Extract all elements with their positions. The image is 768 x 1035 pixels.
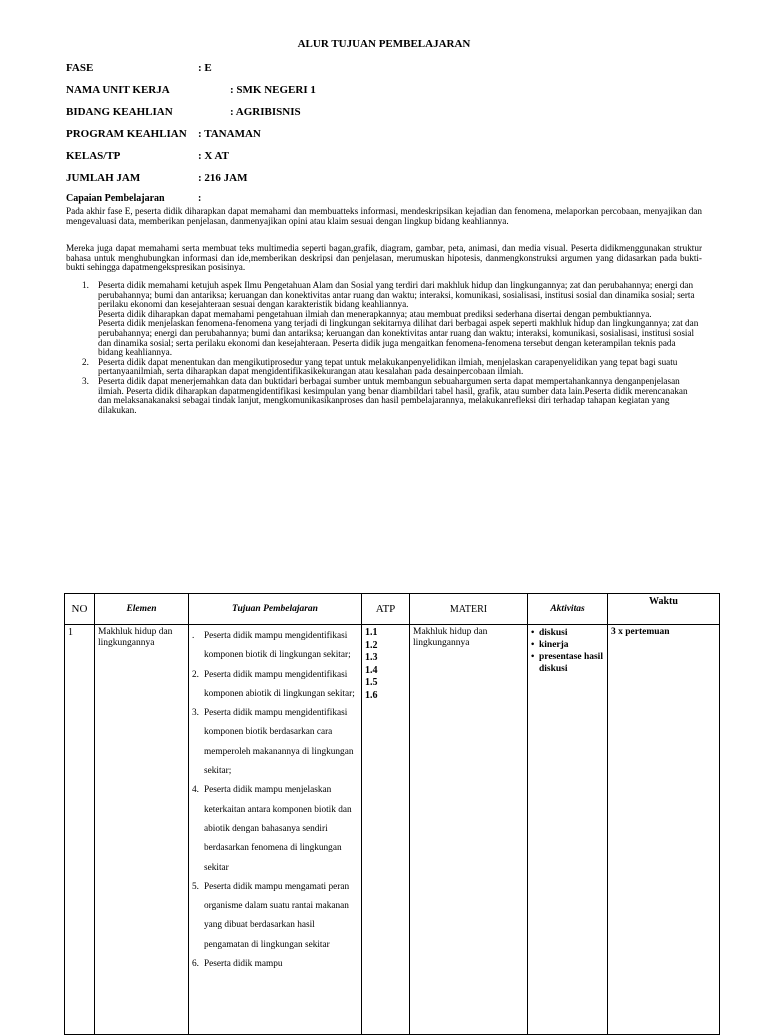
cell-atp (362, 625, 410, 1035)
aktivitas-item: • kinerja (531, 639, 604, 651)
meta-label: BIDANG KEAHLIAN (66, 106, 173, 118)
capaian-heading-colon: : (198, 193, 202, 204)
tujuan-number: 6. (192, 959, 199, 970)
meta-label: PROGRAM KEAHLIAN (66, 128, 187, 140)
header-materi: MATERI (410, 594, 528, 625)
aktivitas-list (531, 627, 604, 675)
capaian-list-item (66, 281, 702, 358)
cell-no: 1 (65, 625, 95, 1035)
list-number: 3. (82, 375, 89, 386)
tujuan-item (192, 627, 358, 666)
list-paragraph: Peserta didik memahami ketujuh aspek Ilmu Pengetahuan Alam dan Sosial yang terdiri dari makhluk hidup dan lingkungannya; zat dan perubahannya; energi dan perubahannya; bumi dan antariksa; keruangan dan konektivitas antar ruang dan waktu; interaksi, komunikasi, sosialisasi, institusi sosial dan dinamika sosial; serta perilaku ekonomi dan kesejahteraan sesuai dengan karakteristik bidang keahliannya. (98, 280, 695, 310)
cell-tujuan (189, 625, 362, 1035)
header-atp: ATP (362, 594, 410, 625)
capaian-paragraph-2: Mereka juga dapat memahami serta membuat teks multimedia seperti bagan,grafik, diagram, gambar, peta, animasi, dan media visual. Peserta didikmenggunakan struktur bahasa untuk menghubungkan informasi dan ide,memberikan deskripsi dan penjelasan, merumuskan hipotesis, danmengkonstruksi argumen yang didasarkan pada bukti-bukti sehingga dapatmengekspresikan posisinya. (66, 243, 702, 273)
meta-value: : TANAMAN (198, 128, 261, 140)
list-paragraph: Peserta didik dapat menentukan dan mengikutiprosedur yang tepat untuk melakukanpenyelidikan ilmiah, menjelaskan carapenyelidikan yang tepat bagi suatu pertanyaanilmiah, serta diharapkan dapat mengidentifikasikekurangan atau kesalahan pada desainpercobaan ilmiah. (98, 356, 678, 377)
meta-label: JUMLAH JAM (66, 172, 141, 184)
tujuan-item (192, 666, 358, 705)
list-paragraph: Peserta didik diharapkan dapat memahami pengetahuan ilmiah dan menerapkannya; atau membuat prediksi sederhana disertai dengan pembuktiannya. (98, 308, 652, 319)
aktivitas-item: • presentase hasil diskusi (531, 651, 604, 675)
tujuan-number: 2. (192, 669, 199, 680)
tujuan-text: Peserta didik mampu mengidentifikasi komponen abiotik di lingkungan sekitar; (204, 669, 355, 699)
table-row (65, 625, 720, 1035)
list-number: 2. (82, 356, 89, 367)
tujuan-number: 4. (192, 785, 199, 796)
header-no: NO (65, 594, 95, 625)
cell-materi: Makhluk hidup dan lingkungannya (410, 625, 528, 1035)
meta-value: : AGRIBISNIS (230, 106, 301, 118)
tujuan-text: Peserta didik mampu mengamati peran organisme dalam suatu rantai makanan yang dibuat berdasarkan hasil pengamatan di lingkungan sekitar (204, 881, 350, 950)
meta-label: NAMA UNIT KERJA (66, 84, 170, 96)
capaian-list-item (66, 377, 702, 415)
tujuan-item (192, 704, 358, 781)
capaian-heading (66, 193, 202, 204)
list-number: 1. (82, 280, 89, 290)
atp-item: 1.5 (365, 677, 378, 688)
aktivitas-item: • diskusi (531, 627, 604, 639)
tujuan-list (192, 627, 358, 974)
header-waktu: Waktu (608, 594, 720, 625)
tujuan-text: Peserta didik mampu menjelaskan keterkaitan antara komponen biotik dan abiotik dengan bahasanya sendiri berdasarkan fenomena di lingkungan sekitar (204, 785, 352, 873)
header-elemen: Elemen (95, 594, 189, 625)
list-paragraph: Peserta didik menjelaskan fenomena-fenomena yang terjadi di lingkungan sekitarnya dilihat dari berbagai aspek seperti makhluk hidup dan lingkungannya; zat dan perubahannya; energi dan perubahannya; bumi dan antariksa; keruangan dan konektivitas antar ruang dan waktu; interaksi, komunikasi, sosialisasi, institusi sosial dan dinamika sosial; serta perilaku ekonomi dan kesejahteraan. Peserta didik juga mengaitkan fenomena-fenomena tersebut dengan keterampilan teknis pada bidang keahliannya. (98, 318, 699, 358)
meta-value: : SMK NEGERI 1 (230, 84, 316, 96)
tujuan-item (192, 955, 358, 974)
capaian-list-item (66, 358, 702, 377)
atp-item: 1.1 (365, 627, 378, 638)
atp-item: 1.6 (365, 689, 378, 701)
tujuan-number: 3. (192, 708, 199, 719)
meta-label: FASE (66, 62, 94, 74)
atp-item: 1.3 (365, 652, 378, 663)
meta-label: KELAS/TP (66, 150, 121, 162)
atp-item: 1.4 (365, 664, 378, 676)
tujuan-text: Peserta didik mampu mengidentifikasi komponen biotik di lingkungan sekitar; (204, 631, 351, 661)
tujuan-text: Peserta didik mampu (204, 959, 283, 970)
capaian-heading-text: Capaian Pembelajaran (66, 193, 165, 204)
header-aktivitas: Aktivitas (528, 594, 608, 625)
tujuan-item (192, 781, 358, 877)
tujuan-number: . (192, 631, 195, 641)
tujuan-number: 5. (192, 881, 199, 892)
header-tujuan: Tujuan Pembelajaran (189, 594, 362, 625)
table-header-row (65, 594, 720, 625)
cell-aktivitas (528, 625, 608, 1035)
capaian-paragraph-1: Pada akhir fase E, peserta didik diharapkan dapat memahami dan membuatteks informasi, mendeskripsikan kejadian dan fenomena, melaporkan percobaan, menyajikan dan mengevaluasi data, memberikan penjelasan, danmenyajikan opini atau klaim sesuai dengan lingkup bidang keahliannya. (66, 206, 702, 226)
tujuan-text: Peserta didik mampu mengidentifikasi komponen biotik berdasarkan cara memperoleh makanannya di lingkungan sekitar; (204, 708, 354, 777)
tujuan-item (192, 878, 358, 955)
atp-table (64, 593, 720, 1035)
document-title: ALUR TUJUAN PEMBELAJARAN (297, 38, 471, 50)
meta-value: : X AT (198, 150, 229, 162)
cell-elemen: Makhluk hidup dan lingkungannya (95, 625, 189, 1035)
meta-value: : E (198, 62, 212, 74)
atp-list (365, 627, 406, 702)
capaian-list (66, 281, 702, 415)
meta-value: : 216 JAM (198, 172, 248, 184)
list-paragraph: Peserta didik dapat menerjemahkan data dan buktidari berbagai sumber untuk membangun sebuahargumen serta dapat mempertahankannya denganpenjelasan ilmiah. Peserta didik diharapkan dapatmengidentifikasi kesimpulan yang benar diambildari tabel hasil, grafik, atau sumber data lain.Peserta didik merencanakan dan melaksanakanaksi sebagai tindak lanjut, mengkomunikasikanproses dan hasil pembelajarannya, melakukanrefleksi diri terhadap tahapan kegiatan yang dilakukan. (98, 375, 688, 415)
cell-waktu: 3 x pertemuan (608, 625, 720, 1035)
atp-item: 1.2 (365, 639, 378, 651)
